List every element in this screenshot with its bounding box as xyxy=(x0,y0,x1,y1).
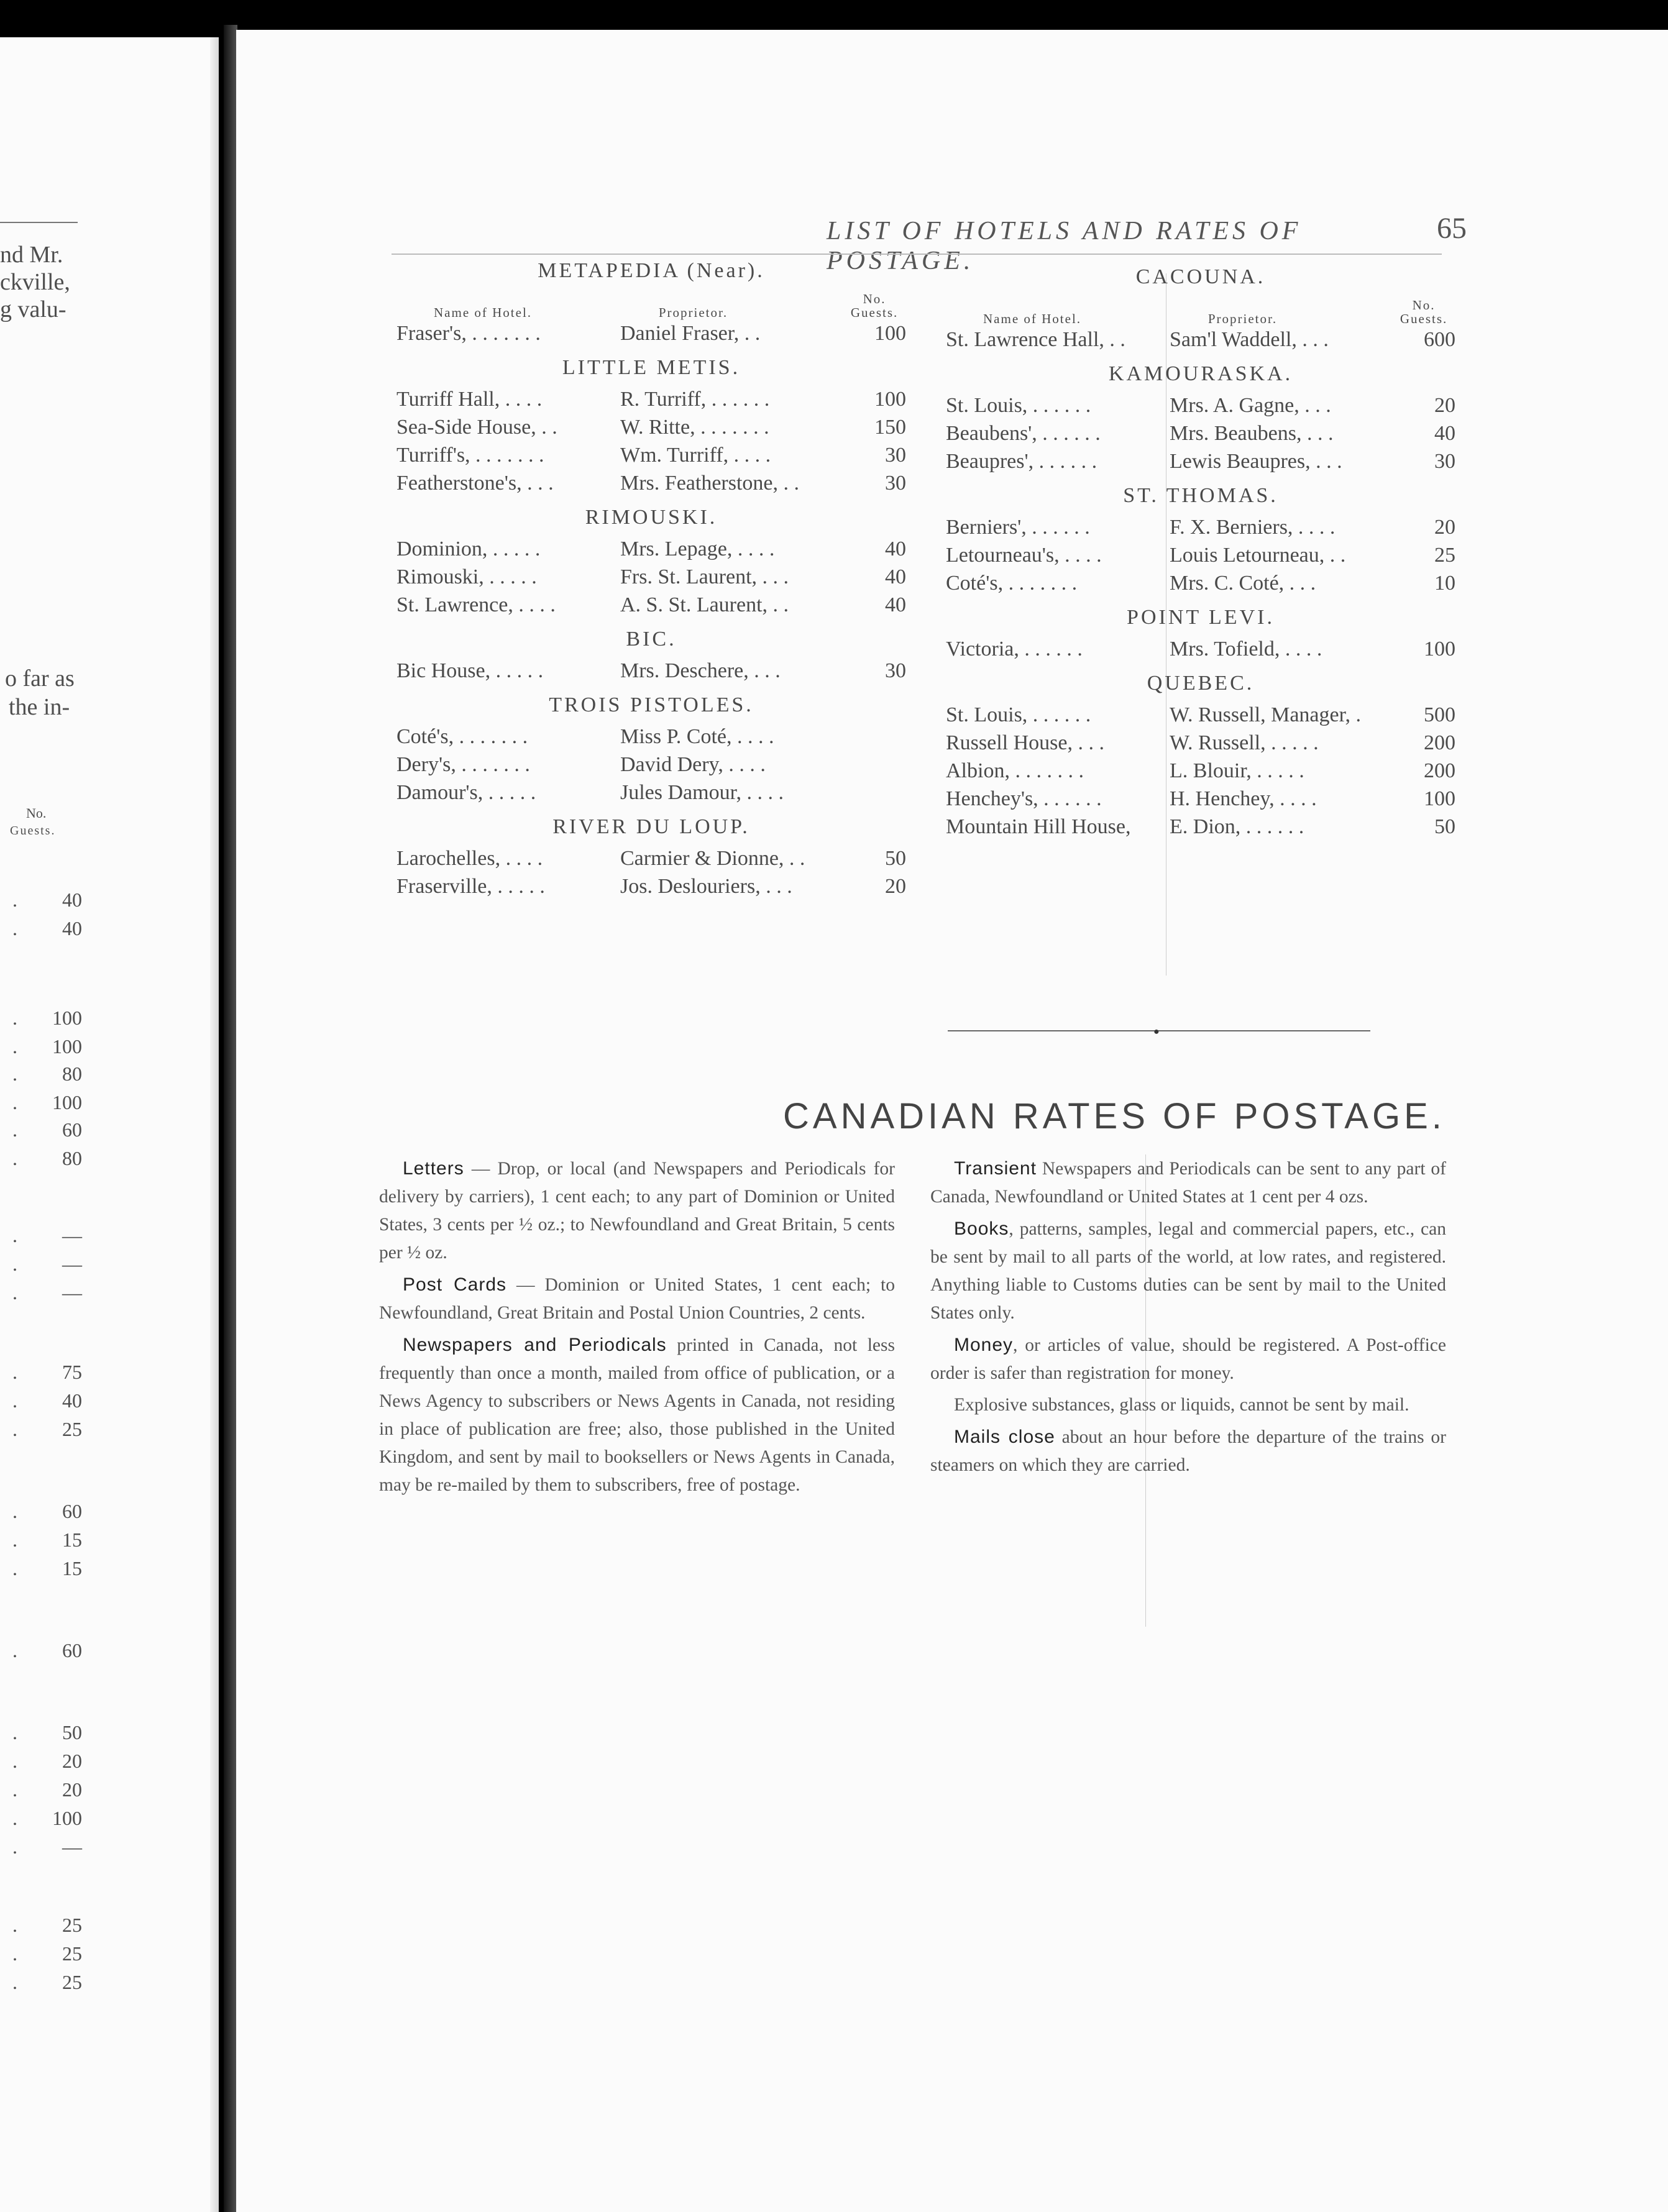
guest-count: — xyxy=(62,1835,82,1858)
hotel-name: Coté's, . . . . . . . xyxy=(946,572,1078,595)
proprietor: W. Russell, . . . . . xyxy=(1170,731,1319,754)
hotel-row xyxy=(396,591,906,619)
hotel-name: St. Louis, . . . . . . xyxy=(946,703,1091,726)
left-value-row xyxy=(12,1063,82,1085)
column-headings xyxy=(946,295,1455,326)
hotel-name: Fraserville, . . . . . xyxy=(396,875,545,898)
leader-dot: . xyxy=(12,1389,17,1412)
postage-paragraph xyxy=(930,1154,1446,1211)
hotel-name: Dery's, . . . . . . . xyxy=(396,753,530,776)
divider-ornament: ● xyxy=(1153,1026,1160,1037)
hotel-row xyxy=(946,419,1455,447)
guest-count: 40 xyxy=(62,917,82,939)
left-value-row xyxy=(12,1529,82,1552)
hotel-name: Berniers', . . . . . . xyxy=(946,516,1090,539)
left-value-row xyxy=(12,1281,82,1304)
heading-name: Name of Hotel. xyxy=(983,311,1082,326)
page-number: 65 xyxy=(1437,212,1467,245)
hotel-row xyxy=(396,657,906,685)
heading-guests-label: Guests. xyxy=(1400,311,1448,326)
leader-dot: . xyxy=(12,1281,17,1304)
header-rule xyxy=(392,254,1442,255)
town-heading: RIVER DU LOUP. xyxy=(552,815,750,838)
postage-text: — Dominion or United States, 1 cent each; to Newfoundland, Great Britain and Postal Union Countries, 2 cents. xyxy=(379,1275,896,1323)
guest-count: 100 xyxy=(1424,638,1455,660)
postage-topic: Books xyxy=(954,1218,1009,1239)
left-value-row xyxy=(12,1807,82,1830)
hotel-name: Victoria, . . . . . . xyxy=(946,638,1083,660)
guest-count: 40 xyxy=(885,537,906,560)
postage-text: , or articles of value, should be registered. A Post-office order is safer than registration for money. xyxy=(930,1335,1446,1383)
town-heading: RIMOUSKI. xyxy=(585,506,718,529)
guest-count: 20 xyxy=(62,1778,82,1801)
guest-count: 20 xyxy=(885,875,906,898)
text-fragment: nd Mr. xyxy=(0,242,63,268)
proprietor: Miss P. Coté, . . . . xyxy=(620,725,774,748)
leader-dot: . xyxy=(12,917,17,939)
proprietor: Mrs. Lepage, . . . . xyxy=(620,537,775,560)
leader-dot: . xyxy=(12,1529,17,1551)
hotel-name: Coté's, . . . . . . . xyxy=(396,725,528,748)
leader-dot: . xyxy=(12,1224,17,1246)
page xyxy=(236,30,1668,2212)
guest-count: 30 xyxy=(885,659,906,682)
left-value-row xyxy=(12,1361,82,1384)
postage-topic: Transient xyxy=(954,1158,1037,1179)
postage-topic: Money xyxy=(954,1335,1014,1355)
leader-dot: . xyxy=(12,1914,17,1936)
town-heading: KAMOURASKA. xyxy=(1108,362,1293,385)
guest-count: 40 xyxy=(885,593,906,616)
proprietor: Carmier & Dionne, . . xyxy=(620,847,805,870)
postage-paragraph xyxy=(379,1271,895,1327)
guest-count: 40 xyxy=(1434,422,1455,445)
proprietor: Mrs. Tofield, . . . . xyxy=(1170,638,1322,660)
town-heading: QUEBEC. xyxy=(1147,672,1255,695)
town-heading: LITTLE METIS. xyxy=(562,356,741,379)
guest-count: 60 xyxy=(62,1118,82,1141)
guest-count: 25 xyxy=(1434,544,1455,567)
proprietor: H. Henchey, . . . . xyxy=(1170,787,1317,810)
proprietor: Lewis Beaupres, . . . xyxy=(1170,450,1342,473)
guest-count: 80 xyxy=(62,1147,82,1169)
guest-count: 25 xyxy=(62,1942,82,1965)
guest-count: 30 xyxy=(885,472,906,495)
postage-title: CANADIAN RATES OF POSTAGE. xyxy=(783,1096,1446,1136)
left-value-row xyxy=(12,1418,82,1441)
hotel-name: Turriff Hall, . . . . xyxy=(396,388,543,411)
postage-right-column xyxy=(930,1154,1446,1483)
leader-dot: . xyxy=(12,1007,17,1029)
hotel-row xyxy=(396,385,906,413)
postage-text: Newspapers and Periodicals can be sent to any part of Canada, Newfoundland or United States at 1 cent per 4 ozs. xyxy=(930,1159,1446,1207)
left-value-row xyxy=(12,1118,82,1141)
leader-dot: . xyxy=(12,1500,17,1522)
proprietor: Mrs. A. Gagne, . . . xyxy=(1170,394,1331,417)
hotel-name: Letourneau's, . . . . xyxy=(946,544,1102,567)
guest-count: 80 xyxy=(62,1063,82,1085)
left-value-row xyxy=(12,1147,82,1170)
proprietor: Mrs. Featherstone, . . xyxy=(620,472,800,495)
guests-header: No. xyxy=(26,805,47,821)
proprietor: W. Russell, Manager, . xyxy=(1170,703,1362,726)
proprietor: Daniel Fraser, . . xyxy=(620,322,761,345)
hotel-row xyxy=(946,391,1455,419)
hotel-row xyxy=(946,541,1455,569)
hotel-name: Rimouski, . . . . . xyxy=(396,565,537,588)
guest-count: 100 xyxy=(874,322,906,345)
leader-dot: . xyxy=(12,1750,17,1772)
hotel-row xyxy=(396,563,906,591)
leader-dot: . xyxy=(12,1091,17,1113)
guest-count: 100 xyxy=(52,1007,82,1029)
proprietor: Jos. Deslouriers, . . . xyxy=(620,875,792,898)
proprietor: David Dery, . . . . xyxy=(620,753,766,776)
left-value-row xyxy=(12,1035,82,1058)
guest-count: 20 xyxy=(62,1750,82,1772)
leader-dot: . xyxy=(12,1971,17,1993)
running-title: LIST OF HOTELS AND RATES OF POSTAGE. xyxy=(827,217,1302,275)
town-heading: TROIS PISTOLES. xyxy=(549,693,754,716)
leader-dot: . xyxy=(12,1807,17,1829)
town-heading: BIC. xyxy=(626,628,677,651)
proprietor: W. Ritte, . . . . . . . xyxy=(620,416,769,439)
hotel-row xyxy=(396,469,906,497)
guest-count: 100 xyxy=(52,1807,82,1829)
town-heading: ST. THOMAS. xyxy=(1123,484,1278,507)
guests-header: Guests. xyxy=(10,824,56,838)
hotel-row xyxy=(946,326,1455,354)
left-value-row xyxy=(12,1835,82,1858)
postage-paragraph xyxy=(930,1331,1446,1387)
left-value-row xyxy=(12,1253,82,1276)
guest-count: — xyxy=(62,1281,82,1304)
left-value-row xyxy=(12,1557,82,1580)
leader-dot: . xyxy=(12,1778,17,1801)
heading-guests-label: Guests. xyxy=(850,305,899,320)
guest-count: 100 xyxy=(52,1035,82,1058)
text-fragment: g valu- xyxy=(0,296,66,322)
proprietor: L. Blouir, . . . . . xyxy=(1170,759,1304,782)
guest-count: 600 xyxy=(1424,328,1455,351)
leader-dot: . xyxy=(12,1557,17,1579)
text-fragment: the in- xyxy=(9,694,70,720)
leader-dot: . xyxy=(12,1721,17,1744)
postage-text: — Drop, or local (and Newspapers and Periodicals for delivery by carriers), 1 cent each; to any part of Dominion or United States, 3 cents per ½ oz.; to Newfoundland and Great Britain, 5 cents per ½ oz. xyxy=(379,1159,895,1263)
heading-guests xyxy=(843,292,906,319)
heading-guests-no: No. xyxy=(1412,298,1436,313)
guest-count: 40 xyxy=(885,565,906,588)
proprietor: A. S. St. Laurent, . . xyxy=(620,593,789,616)
column-headings xyxy=(396,288,906,319)
left-value-row xyxy=(12,889,82,912)
heading-guests-no: No. xyxy=(863,291,886,306)
hotel-row xyxy=(946,569,1455,597)
hotel-name: Dominion, . . . . . xyxy=(396,537,541,560)
guest-count: 20 xyxy=(1434,394,1455,417)
guest-count xyxy=(856,723,906,751)
guest-count: 60 xyxy=(62,1639,82,1661)
text-fragment: o far as xyxy=(5,665,75,692)
leader-dot: . xyxy=(12,1063,17,1085)
left-value-row xyxy=(12,1942,82,1965)
guest-count: 40 xyxy=(62,1389,82,1412)
hotels-right-column xyxy=(946,263,1455,841)
left-value-row xyxy=(12,1389,82,1412)
leader-dot: . xyxy=(12,1639,17,1661)
page-edge xyxy=(210,37,219,2212)
guest-count: 20 xyxy=(1434,516,1455,539)
hotels-left-column xyxy=(396,257,906,900)
hotel-row xyxy=(396,779,906,807)
leader-dot: . xyxy=(12,1361,17,1383)
heading-proprietor: Proprietor. xyxy=(658,305,728,320)
guest-count: 100 xyxy=(52,1091,82,1113)
hotel-row xyxy=(396,441,906,469)
guest-count: 200 xyxy=(1424,731,1455,754)
guest-count: 150 xyxy=(874,416,906,439)
left-value-row xyxy=(12,1007,82,1030)
town-heading: METAPEDIA (Near). xyxy=(538,259,765,282)
hotel-row xyxy=(946,729,1455,757)
guest-count: 15 xyxy=(62,1557,82,1579)
leader-dot: . xyxy=(12,1942,17,1965)
hotel-row xyxy=(946,513,1455,541)
text-fragment: ckville, xyxy=(0,269,70,295)
postage-topic: Letters xyxy=(403,1158,464,1179)
postage-topic: Post Cards xyxy=(403,1274,507,1295)
proprietor: Sam'l Waddell, . . . xyxy=(1170,328,1329,351)
proprietor: R. Turriff, . . . . . . xyxy=(620,388,770,411)
left-value-row xyxy=(12,1500,82,1523)
hotel-row xyxy=(946,447,1455,475)
left-value-row xyxy=(12,1091,82,1114)
hotel-name: St. Lawrence, . . . . xyxy=(396,593,556,616)
hotel-name: Sea-Side House, . . xyxy=(396,416,557,439)
hotel-row xyxy=(396,844,906,872)
proprietor: Mrs. Deschere, . . . xyxy=(620,659,781,682)
hotel-row xyxy=(396,319,906,347)
leader-dot: . xyxy=(12,1035,17,1058)
guest-count xyxy=(856,779,906,807)
heading-guests xyxy=(1392,298,1455,326)
guest-count: 100 xyxy=(874,388,906,411)
hotel-name: Damour's, . . . . . xyxy=(396,781,536,804)
hotel-row xyxy=(396,751,906,779)
postage-paragraph xyxy=(379,1331,895,1499)
hotel-row xyxy=(946,785,1455,813)
guest-count: 50 xyxy=(62,1721,82,1744)
guest-count xyxy=(856,751,906,779)
guest-count: 500 xyxy=(1424,703,1455,726)
postage-paragraph xyxy=(930,1391,1446,1419)
divider xyxy=(0,222,78,223)
heading-proprietor: Proprietor. xyxy=(1207,311,1278,326)
hotel-row xyxy=(396,723,906,751)
left-value-row xyxy=(12,1639,82,1662)
guest-count: 30 xyxy=(885,444,906,467)
postage-text: about an hour before the departure of the trains or steamers on which they are carried. xyxy=(930,1427,1446,1475)
hotel-name: St. Louis, . . . . . . xyxy=(946,394,1091,417)
hotel-name: Turriff's, . . . . . . . xyxy=(396,444,544,467)
hotel-name: Henchey's, . . . . . . xyxy=(946,787,1102,810)
hotel-name: Albion, . . . . . . . xyxy=(946,759,1084,782)
guest-count: 75 xyxy=(62,1361,82,1383)
proprietor: F. X. Berniers, . . . . xyxy=(1170,516,1336,539)
guest-count: 25 xyxy=(62,1914,82,1936)
postage-text: printed in Canada, not less frequently than once a month, mailed from office of publication, or a News Agency to subscribers or News Agents in Canada, not residing in place of publication are free; also, those published in the United Kingdom, and sent by mail to booksellers or News Agents in Canada, may be re-mailed by them to subscribers, free of postage. xyxy=(379,1335,895,1495)
hotel-name: Mountain Hill House, xyxy=(946,815,1131,838)
guest-count: — xyxy=(62,1224,82,1246)
hotel-name: St. Lawrence Hall, . . xyxy=(946,328,1125,351)
hotel-name: Featherstone's, . . . xyxy=(396,472,554,495)
postage-topic: Newspapers and Periodicals xyxy=(403,1335,667,1355)
proprietor: E. Dion, . . . . . . xyxy=(1170,815,1304,838)
left-value-row xyxy=(12,1224,82,1247)
guest-count: 60 xyxy=(62,1500,82,1522)
postage-paragraph xyxy=(379,1154,895,1267)
postage-paragraph xyxy=(930,1215,1446,1327)
hotel-row xyxy=(396,872,906,900)
guest-count: 200 xyxy=(1424,759,1455,782)
left-value-row xyxy=(12,1721,82,1744)
left-value-row xyxy=(12,1914,82,1937)
hotel-row xyxy=(946,813,1455,841)
proprietor: Mrs. C. Coté, . . . xyxy=(1170,572,1316,595)
guest-count: 100 xyxy=(1424,787,1455,810)
left-page-fragment xyxy=(0,37,219,2212)
proprietor: Mrs. Beaubens, . . . xyxy=(1170,422,1334,445)
postage-text: Explosive substances, glass or liquids, cannot be sent by mail. xyxy=(954,1395,1409,1415)
leader-dot: . xyxy=(12,889,17,911)
heading-name: Name of Hotel. xyxy=(434,305,533,320)
hotel-name: Beaubens', . . . . . . xyxy=(946,422,1101,445)
guest-count: 15 xyxy=(62,1529,82,1551)
hotel-row xyxy=(396,535,906,563)
hotel-name: Bic House, . . . . . xyxy=(396,659,544,682)
postage-topic: Mails close xyxy=(954,1427,1055,1447)
guest-count: 10 xyxy=(1434,572,1455,595)
binding-shadow xyxy=(224,25,237,2212)
leader-dot: . xyxy=(12,1253,17,1275)
leader-dot: . xyxy=(12,1118,17,1141)
hotel-name: Russell House, . . . xyxy=(946,731,1104,754)
left-value-row xyxy=(12,1750,82,1773)
proprietor: Jules Damour, . . . . xyxy=(620,781,784,804)
leader-dot: . xyxy=(12,1147,17,1169)
guest-count: 50 xyxy=(885,847,906,870)
guest-count: 25 xyxy=(62,1971,82,1993)
hotel-row xyxy=(946,635,1455,663)
hotel-name: Larochelles, . . . . xyxy=(396,847,543,870)
proprietor: Louis Letourneau, . . xyxy=(1170,544,1346,567)
guest-count: 50 xyxy=(1434,815,1455,838)
town-heading: CACOUNA. xyxy=(1135,265,1266,288)
postage-paragraph xyxy=(930,1423,1446,1479)
guest-count: 25 xyxy=(62,1418,82,1440)
hotel-name: Fraser's, . . . . . . . xyxy=(396,322,541,345)
proprietor: Frs. St. Laurent, . . . xyxy=(620,565,789,588)
hotel-row xyxy=(946,757,1455,785)
hotel-name: Beaupres', . . . . . . xyxy=(946,450,1097,473)
hotel-row xyxy=(946,701,1455,729)
leader-dot: . xyxy=(12,1835,17,1858)
proprietor: Wm. Turriff, . . . . xyxy=(620,444,771,467)
hotel-row xyxy=(396,413,906,441)
town-heading: POINT LEVI. xyxy=(1127,606,1275,629)
guest-count: 40 xyxy=(62,889,82,911)
guest-count: — xyxy=(62,1253,82,1275)
postage-left-column xyxy=(379,1154,895,1503)
guest-count: 30 xyxy=(1434,450,1455,473)
left-value-row xyxy=(12,917,82,940)
postage-text: , patterns, samples, legal and commercial papers, etc., can be sent by mail to all parts of the world, at low rates, and registered. Anything liable to Customs duties can be sent by mail to the United States only. xyxy=(930,1219,1446,1323)
leader-dot: . xyxy=(12,1418,17,1440)
left-value-row xyxy=(12,1778,82,1801)
left-value-row xyxy=(12,1971,82,1994)
